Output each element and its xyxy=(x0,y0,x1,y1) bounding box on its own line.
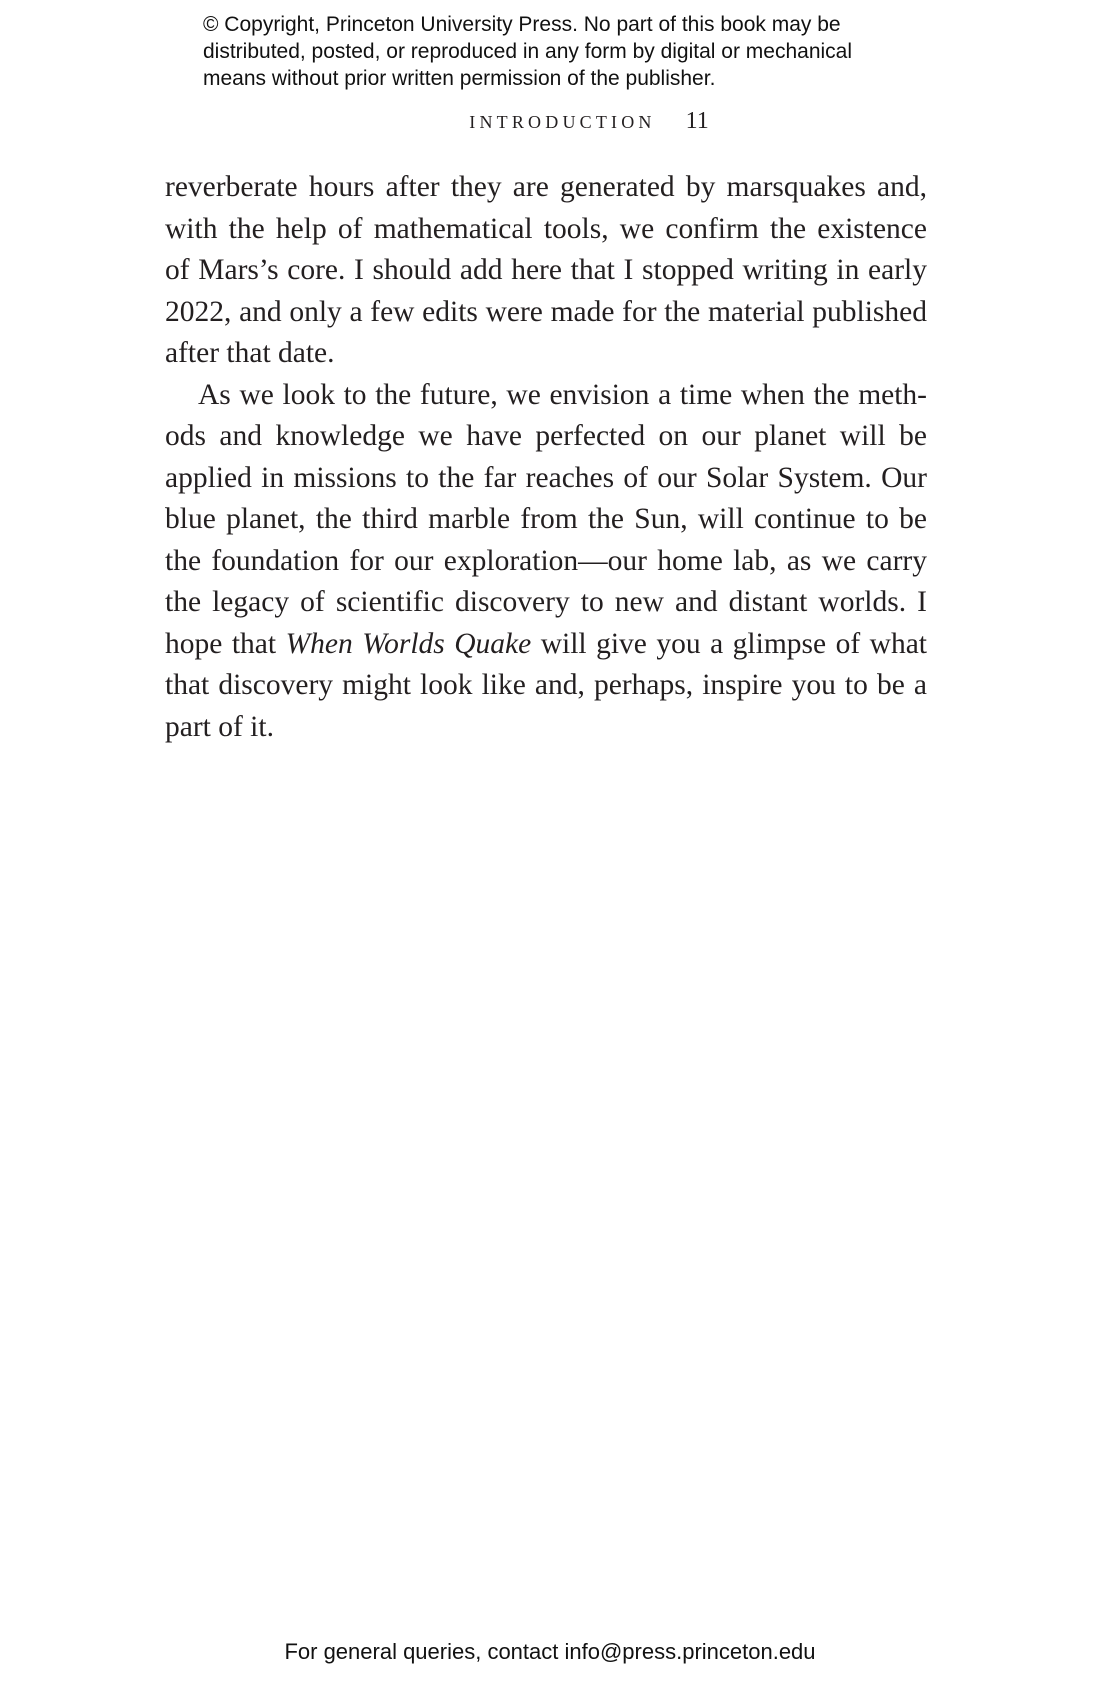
copyright-line: © Copyright, Princeton University Press. No part of this book may be xyxy=(203,13,841,36)
text-line: of Mars’s core. I should add here that I stopped writing in early xyxy=(165,254,927,286)
text-line: part of it. xyxy=(165,710,274,743)
paragraph xyxy=(165,167,927,375)
copyright-notice xyxy=(203,11,923,92)
book-title: When Worlds Quake xyxy=(285,627,532,660)
text-line: the legacy of scientific discovery to new and distant worlds. I xyxy=(165,586,927,618)
copyright-line: distributed, posted, or reproduced in any form by digital or mechanical xyxy=(203,40,853,63)
footer-contact: For general queries, contact info@press.princeton.edu xyxy=(284,1639,816,1664)
text-line-with-title xyxy=(165,624,927,666)
text-line: reverberate hours after they are generated by marsquakes and, xyxy=(165,171,927,203)
text-segment: hope that xyxy=(165,627,286,660)
text-line: 2022, and only a few edits were made for the material published xyxy=(165,295,927,328)
text-line: blue planet, the third marble from the Sun, will continue to be xyxy=(165,503,927,535)
text-line: applied in missions to the far reaches of our Solar System. Our xyxy=(165,461,927,494)
paragraph xyxy=(165,375,927,749)
running-head xyxy=(0,108,1100,135)
text-segment: will give you a glimpse of what xyxy=(531,627,927,660)
copyright-line: means without prior written permission of the publisher. xyxy=(203,67,716,90)
text-line: after that date. xyxy=(165,337,335,369)
page-number: 11 xyxy=(685,108,709,134)
text-line: that discovery might look like and, perhaps, inspire you to be a xyxy=(165,669,927,701)
text-line: ods and knowledge we have perfected on our planet will be xyxy=(165,420,927,452)
text-line: As we look to the future, we envision a time when the meth- xyxy=(198,378,927,411)
body-text xyxy=(165,167,927,748)
text-line: the foundation for our exploration—our home lab, as we carry xyxy=(165,544,927,577)
running-head-title: INTRODUCTION xyxy=(469,112,656,132)
text-line: with the help of mathematical tools, we confirm the existence xyxy=(165,212,927,245)
